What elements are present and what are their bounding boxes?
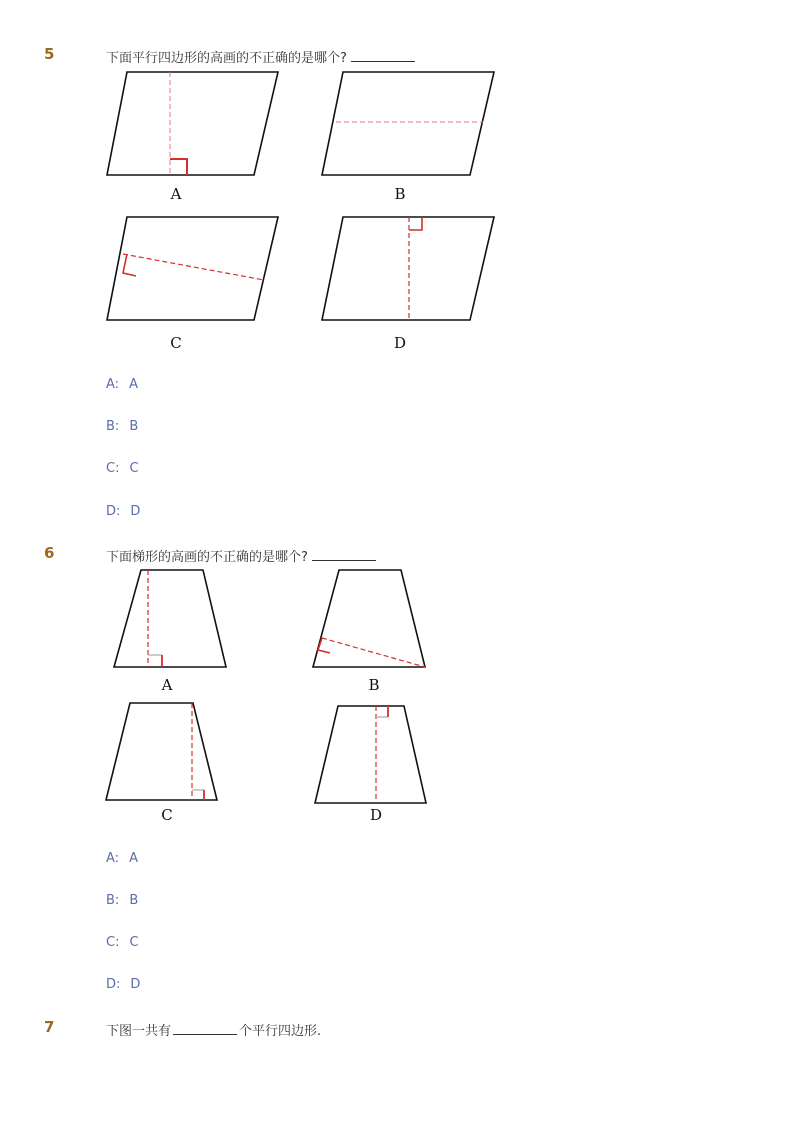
option-key: B [106, 893, 115, 908]
option-c[interactable]: C: C [106, 935, 139, 950]
figure-label: B [368, 676, 380, 694]
question-number: 7 [44, 1018, 55, 1036]
option-key: D [106, 504, 117, 519]
option-key: C [106, 935, 116, 950]
option-c[interactable]: C: C [106, 461, 139, 476]
option-value: A [129, 377, 138, 392]
option-b[interactable]: B: B [106, 893, 139, 908]
trapezoid-c [106, 703, 217, 824]
trapezoid-a [114, 570, 226, 694]
option-key: A [106, 377, 115, 392]
option-d[interactable]: D: D [106, 977, 141, 992]
option-value: B [129, 893, 139, 908]
option-key: B [106, 419, 115, 434]
trapezoid-b [313, 570, 425, 694]
option-value: C [129, 461, 139, 476]
option-key: A [106, 851, 115, 866]
figure-label: C [170, 334, 182, 352]
question-number: 6 [44, 544, 55, 562]
option-key: D [106, 977, 117, 992]
option-value: C [129, 935, 139, 950]
option-d[interactable]: D: D [106, 504, 141, 519]
figure-label: B [394, 185, 406, 203]
option-value: D [130, 977, 141, 992]
option-value: A [129, 851, 138, 866]
figure-label: D [393, 334, 407, 352]
question-stem: 下面平行四边形的高画的不正确的是哪个? [106, 51, 347, 66]
answer-blank[interactable] [173, 1022, 237, 1035]
figure-label: A [170, 185, 182, 203]
question-stem: 下面梯形的高画的不正确的是哪个? [106, 550, 308, 565]
figure-label: D [369, 806, 383, 824]
trapezoid-d [315, 706, 426, 824]
option-a[interactable]: A: A [106, 851, 138, 866]
option-b[interactable]: B: B [106, 419, 139, 434]
option-key: C [106, 461, 116, 476]
option-a[interactable]: A: A [106, 377, 138, 392]
question-text [106, 1020, 321, 1039]
question-stem-after: 个平行四边形. [239, 1024, 322, 1039]
figure-label: C [161, 806, 173, 824]
figure-label: A [161, 676, 173, 694]
question-number: 5 [44, 45, 55, 63]
option-value: D [130, 504, 141, 519]
question-stem-before: 下图一共有 [106, 1024, 172, 1039]
option-value: B [129, 419, 139, 434]
